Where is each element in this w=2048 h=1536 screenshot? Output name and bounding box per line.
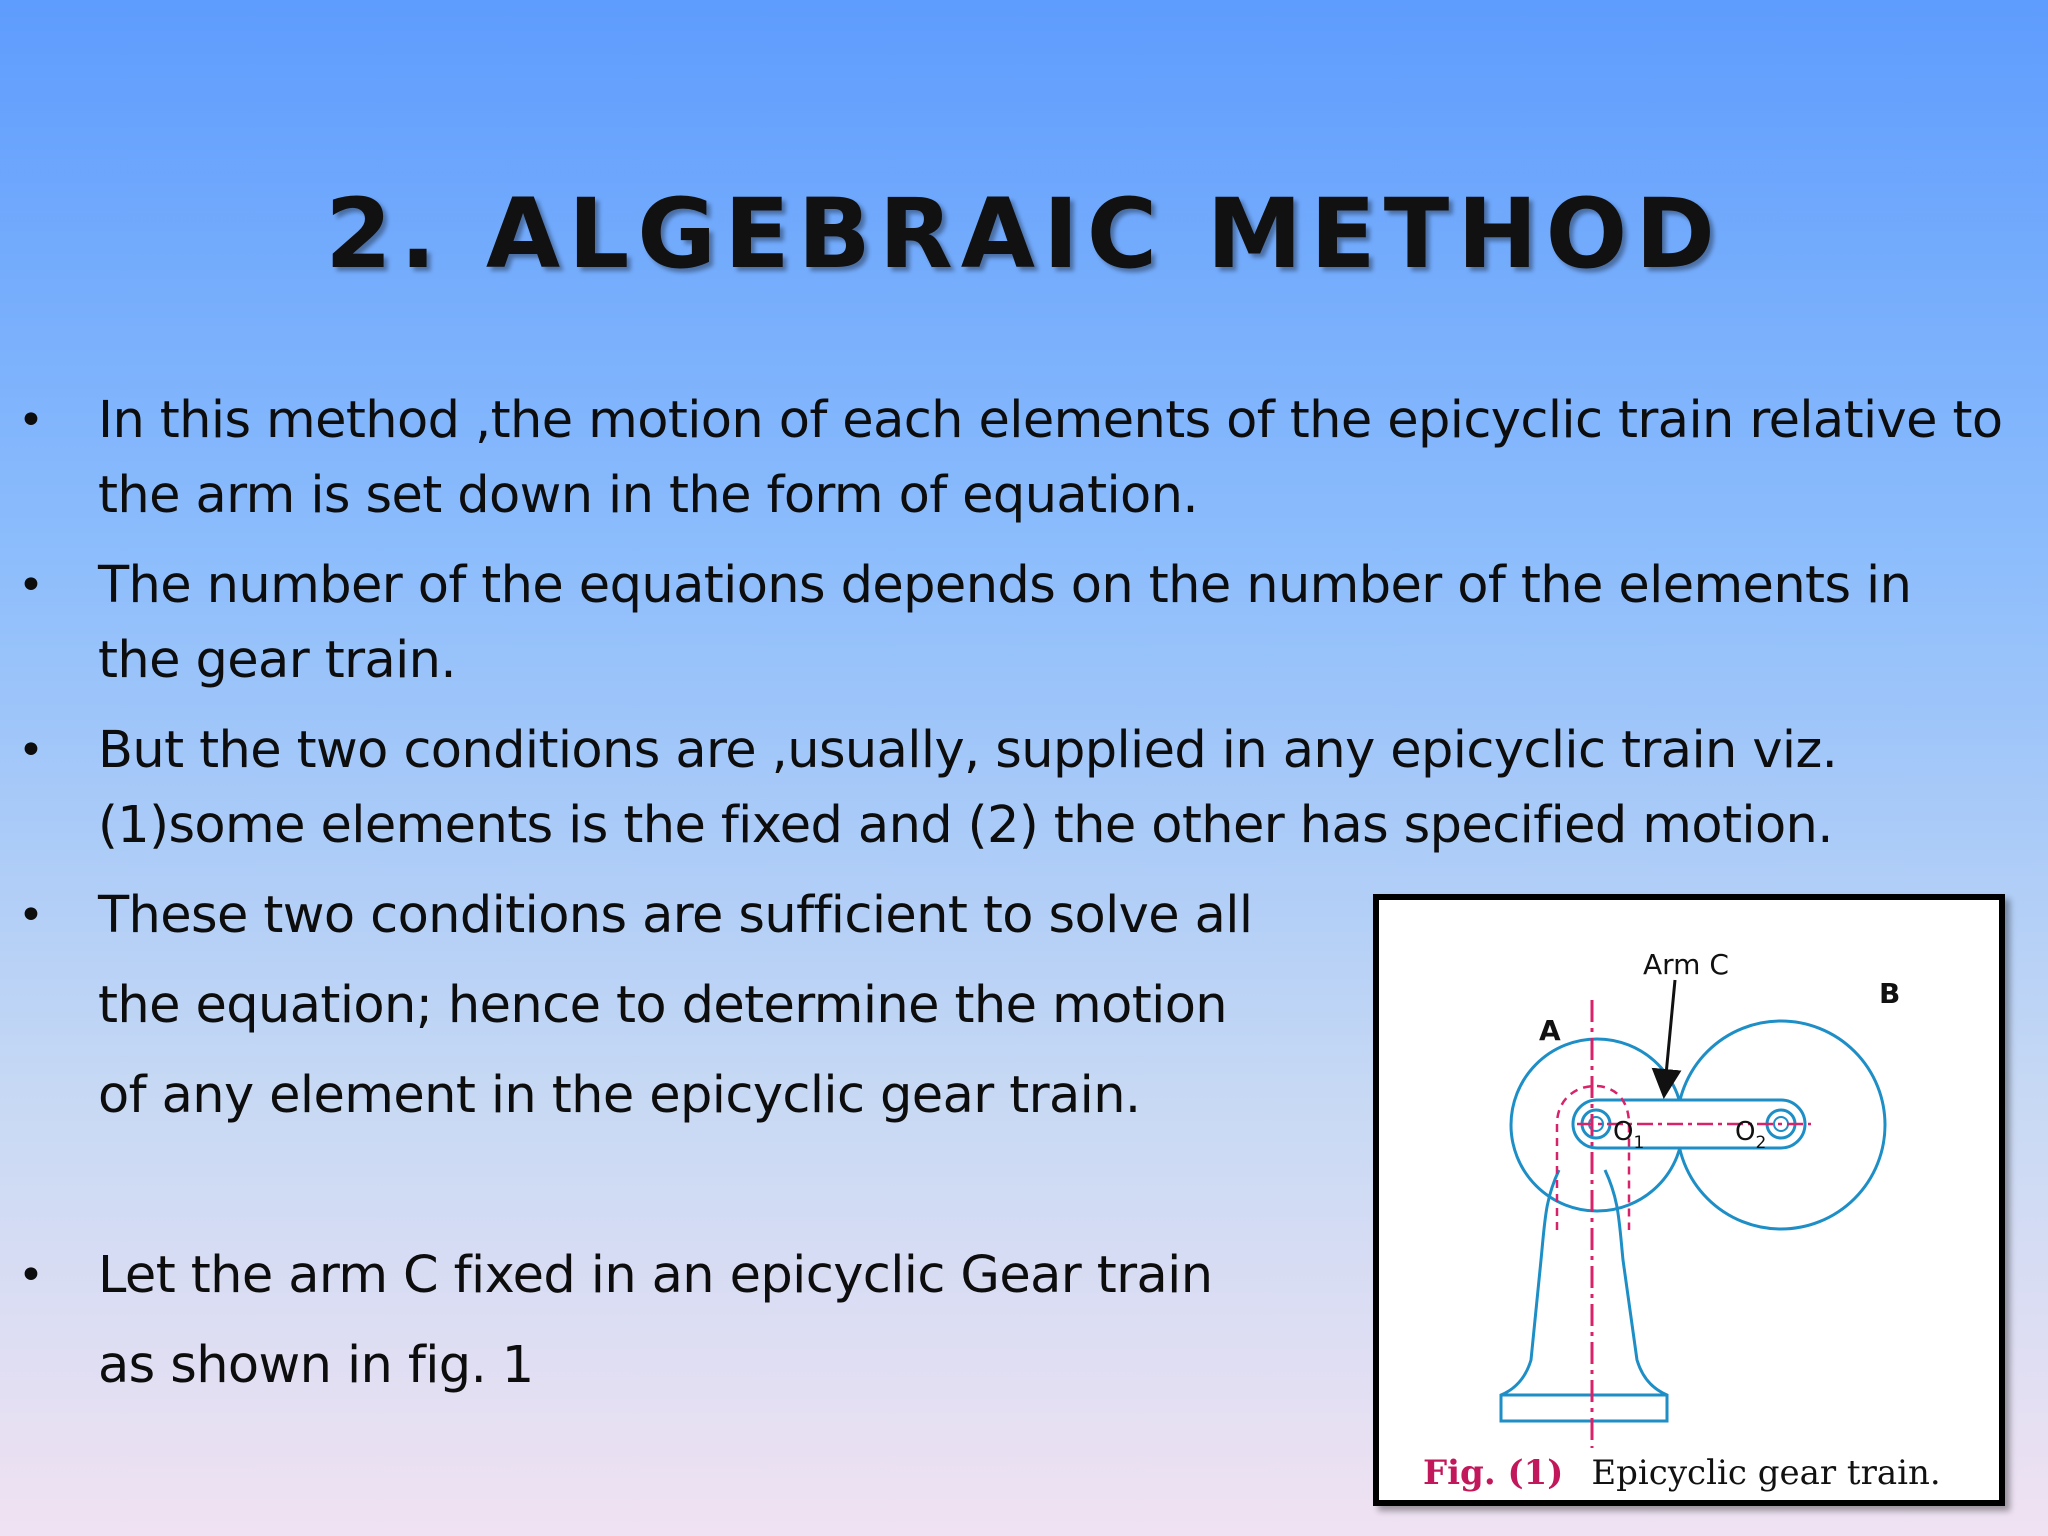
bullet-text-line: the equation; hence to determine the motion xyxy=(98,976,1228,1035)
slide-title: 2. ALGEBRAIC METHOD xyxy=(325,178,1723,290)
arm-c-label: Arm C xyxy=(1643,948,1729,981)
bullet-dot: • xyxy=(18,560,44,611)
o1-label: $O_1$ xyxy=(1613,1117,1645,1153)
bullet-text-line: In this method ,the motion of each elements of the epicyclic train relative to xyxy=(98,391,2003,450)
caption-text: Epicyclic gear train. xyxy=(1591,1453,1941,1493)
bullet-text-line: These two conditions are sufficient to solve all xyxy=(98,886,1253,945)
bullet-dot: • xyxy=(18,395,44,446)
figure-caption xyxy=(1423,1453,1941,1493)
bullet-text-line: the arm is set down in the form of equation. xyxy=(98,466,1198,525)
caption-prefix: Fig. (1) xyxy=(1423,1453,1564,1493)
bullet-dot: • xyxy=(18,1250,44,1301)
pedestal-outline xyxy=(1501,1170,1667,1421)
bullet-text-line: as shown in fig. 1 xyxy=(98,1336,534,1395)
epicyclic-gear-figure xyxy=(1373,894,2005,1506)
bullet-text-line: of any element in the epicyclic gear train. xyxy=(98,1066,1141,1125)
gear-train-diagram xyxy=(1379,900,1999,1500)
o2-label: $O_2$ xyxy=(1735,1117,1767,1153)
bullet-text-line: the gear train. xyxy=(98,631,457,690)
bullet-text-line: The number of the equations depends on the number of the elements in xyxy=(98,556,1912,615)
bullet-text-line: (1)some elements is the fixed and (2) the other has specified motion. xyxy=(98,796,1833,855)
bullet-text-line: Let the arm C fixed in an epicyclic Gear train xyxy=(98,1246,1213,1305)
gear-b-label: B xyxy=(1879,977,1901,1010)
bullet-dot: • xyxy=(18,725,44,776)
gear-a-label: A xyxy=(1539,1014,1561,1047)
bullet-dot: • xyxy=(18,890,44,941)
bullet-text-line: But the two conditions are ,usually, supplied in any epicyclic train viz. xyxy=(98,721,1838,780)
